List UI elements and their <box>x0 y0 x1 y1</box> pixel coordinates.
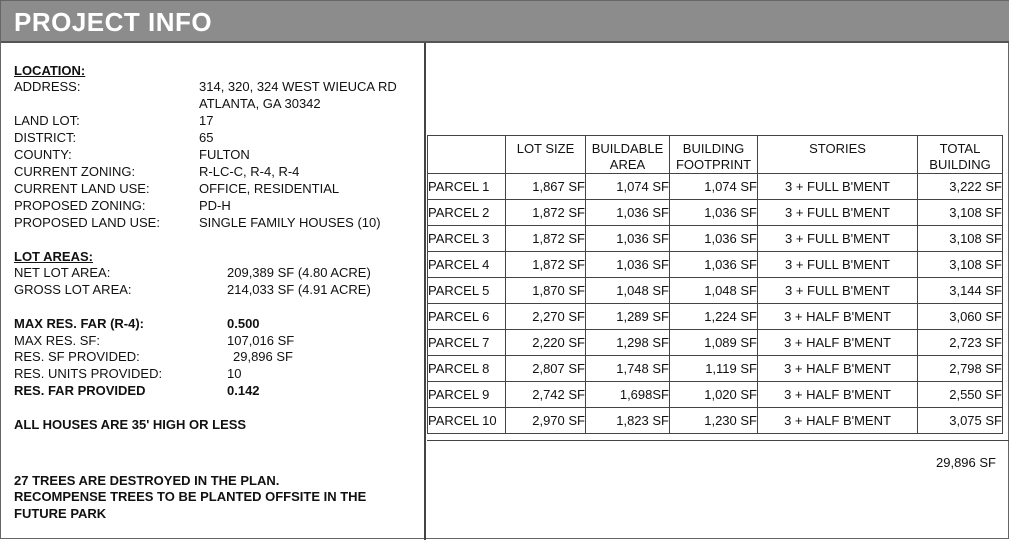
table-cell: 1,867 SF <box>506 174 586 200</box>
parcel-panel <box>427 43 1009 540</box>
trees-note-line-2: RECOMPENSE TREES TO BE PLANTED OFFSITE IN THE <box>14 489 367 504</box>
parcel-table <box>427 135 1003 434</box>
column-header-line: LOT SIZE <box>516 141 575 156</box>
table-cell: 1,048 SF <box>586 278 670 304</box>
table-cell: 1,230 SF <box>670 408 758 434</box>
location-value: 17 <box>199 113 214 128</box>
far-value: 10 <box>227 366 242 381</box>
table-cell: 2,550 SF <box>918 382 1003 408</box>
lot-area-value: 214,033 SF (4.91 ACRE) <box>227 282 371 297</box>
table-cell: 2,742 SF <box>506 382 586 408</box>
column-header <box>758 136 918 174</box>
table-cell: 1,048 SF <box>670 278 758 304</box>
lot-area-value: 209,389 SF (4.80 ACRE) <box>227 265 371 280</box>
table-cell: 1,748 SF <box>586 356 670 382</box>
table-cell: 1,036 SF <box>670 200 758 226</box>
table-cell: 1,870 SF <box>506 278 586 304</box>
far-value: 107,016 SF <box>227 333 295 348</box>
location-label: PROPOSED ZONING: <box>14 198 146 213</box>
parcel-name-cell: PARCEL 2 <box>428 200 506 226</box>
total-building-value: 29,896 SF <box>936 455 996 470</box>
table-row <box>428 200 1003 226</box>
table-cell: 1,089 SF <box>670 330 758 356</box>
location-value: 314, 320, 324 WEST WIEUCA RD <box>199 79 397 94</box>
column-header-line: AREA <box>609 157 646 172</box>
location-label: CURRENT LAND USE: <box>14 181 150 196</box>
column-header-line: BUILDING <box>682 141 745 156</box>
far-label: MAX RES. SF: <box>14 333 100 348</box>
column-header <box>670 136 758 174</box>
table-cell: 1,872 SF <box>506 226 586 252</box>
location-value: FULTON <box>199 147 250 162</box>
far-value: 0.142 <box>227 383 260 398</box>
header-bar <box>1 1 1009 43</box>
column-header-line: BUILDING <box>929 157 991 172</box>
info-panel <box>1 43 426 540</box>
table-cell: 3,075 SF <box>918 408 1003 434</box>
table-cell: 3,144 SF <box>918 278 1003 304</box>
table-cell: 3 + HALF B'MENT <box>758 382 918 408</box>
table-cell: 1,872 SF <box>506 200 586 226</box>
parcel-name-cell: PARCEL 4 <box>428 252 506 278</box>
table-cell: 3,060 SF <box>918 304 1003 330</box>
parcel-name-cell: PARCEL 5 <box>428 278 506 304</box>
column-header-line: STORIES <box>809 141 866 156</box>
table-row <box>428 330 1003 356</box>
lot-area-label: GROSS LOT AREA: <box>14 282 132 297</box>
parcel-name-cell: PARCEL 7 <box>428 330 506 356</box>
far-value: 0.500 <box>227 316 260 331</box>
column-header-line: FOOTPRINT <box>675 157 752 172</box>
location-label: PROPOSED LAND USE: <box>14 215 160 230</box>
table-cell: 1,224 SF <box>670 304 758 330</box>
table-cell: 1,289 SF <box>586 304 670 330</box>
table-cell: 3 + FULL B'MENT <box>758 252 918 278</box>
table-row <box>428 382 1003 408</box>
parcel-name-cell: PARCEL 8 <box>428 356 506 382</box>
table-cell: 3,108 SF <box>918 200 1003 226</box>
table-cell: 1,872 SF <box>506 252 586 278</box>
location-value: 65 <box>199 130 214 145</box>
table-cell: 1,036 SF <box>586 200 670 226</box>
table-cell: 2,970 SF <box>506 408 586 434</box>
table-cell: 3 + HALF B'MENT <box>758 304 918 330</box>
location-label: ADDRESS: <box>14 79 81 94</box>
table-cell: 1,823 SF <box>586 408 670 434</box>
far-label: RES. UNITS PROVIDED: <box>14 366 163 381</box>
column-header <box>428 136 506 174</box>
table-row <box>428 278 1003 304</box>
location-value: PD-H <box>199 198 231 213</box>
parcel-name-cell: PARCEL 6 <box>428 304 506 330</box>
table-row <box>428 226 1003 252</box>
far-label: RES. SF PROVIDED: <box>14 349 140 364</box>
table-body <box>428 174 1003 434</box>
column-header-line: TOTAL <box>939 141 981 156</box>
table-cell: 1,119 SF <box>670 356 758 382</box>
location-label: DISTRICT: <box>14 130 77 145</box>
trees-note-line-1: 27 TREES ARE DESTROYED IN THE PLAN. <box>14 473 280 488</box>
parcel-name-cell: PARCEL 10 <box>428 408 506 434</box>
lot-areas-heading: LOT AREAS: <box>14 249 93 264</box>
height-note: ALL HOUSES ARE 35' HIGH OR LESS <box>14 417 247 432</box>
table-cell: 2,220 SF <box>506 330 586 356</box>
table-cell: 3,108 SF <box>918 252 1003 278</box>
location-value: R-LC-C, R-4, R-4 <box>199 164 300 179</box>
parcel-name-cell: PARCEL 1 <box>428 174 506 200</box>
table-cell: 3,222 SF <box>918 174 1003 200</box>
table-cell: 3 + FULL B'MENT <box>758 226 918 252</box>
column-header-line: BUILDABLE <box>591 141 664 156</box>
table-cell: 3 + HALF B'MENT <box>758 408 918 434</box>
table-cell: 1,020 SF <box>670 382 758 408</box>
table-cell: 1,298 SF <box>586 330 670 356</box>
trees-note-line-3: FUTURE PARK <box>14 506 107 521</box>
table-cell: 2,807 SF <box>506 356 586 382</box>
location-value: ATLANTA, GA 30342 <box>199 96 321 111</box>
table-cell: 3 + FULL B'MENT <box>758 278 918 304</box>
parcel-name-cell: PARCEL 9 <box>428 382 506 408</box>
lot-area-label: NET LOT AREA: <box>14 265 111 280</box>
far-value: 29,896 SF <box>233 349 293 364</box>
table-cell: 3 + HALF B'MENT <box>758 356 918 382</box>
location-label: CURRENT ZONING: <box>14 164 136 179</box>
location-heading: LOCATION: <box>14 63 86 78</box>
total-divider <box>427 440 1009 441</box>
table-cell: 2,798 SF <box>918 356 1003 382</box>
column-header <box>506 136 586 174</box>
table-cell: 1,036 SF <box>586 226 670 252</box>
table-row <box>428 304 1003 330</box>
far-label: MAX RES. FAR (R-4): <box>14 316 144 331</box>
parcel-name-cell: PARCEL 3 <box>428 226 506 252</box>
table-cell: 1,074 SF <box>670 174 758 200</box>
table-cell: 3 + FULL B'MENT <box>758 174 918 200</box>
location-value: SINGLE FAMILY HOUSES (10) <box>199 215 381 230</box>
table-cell: 3 + HALF B'MENT <box>758 330 918 356</box>
location-value: OFFICE, RESIDENTIAL <box>199 181 340 196</box>
column-header <box>918 136 1003 174</box>
table-cell: 1,074 SF <box>586 174 670 200</box>
table-cell: 3,108 SF <box>918 226 1003 252</box>
location-label: COUNTY: <box>14 147 72 162</box>
page-title: PROJECT INFO <box>14 7 213 37</box>
table-cell: 1,036 SF <box>586 252 670 278</box>
table-row <box>428 356 1003 382</box>
table-row <box>428 252 1003 278</box>
table-cell: 1,698SF <box>586 382 670 408</box>
table-cell: 1,036 SF <box>670 252 758 278</box>
location-label: LAND LOT: <box>14 113 80 128</box>
table-cell: 3 + FULL B'MENT <box>758 200 918 226</box>
table-cell: 2,723 SF <box>918 330 1003 356</box>
table-cell: 1,036 SF <box>670 226 758 252</box>
column-header <box>586 136 670 174</box>
table-row <box>428 174 1003 200</box>
table-row <box>428 408 1003 434</box>
far-label: RES. FAR PROVIDED <box>14 383 146 398</box>
table-header-row <box>428 136 1003 174</box>
table-cell: 2,270 SF <box>506 304 586 330</box>
